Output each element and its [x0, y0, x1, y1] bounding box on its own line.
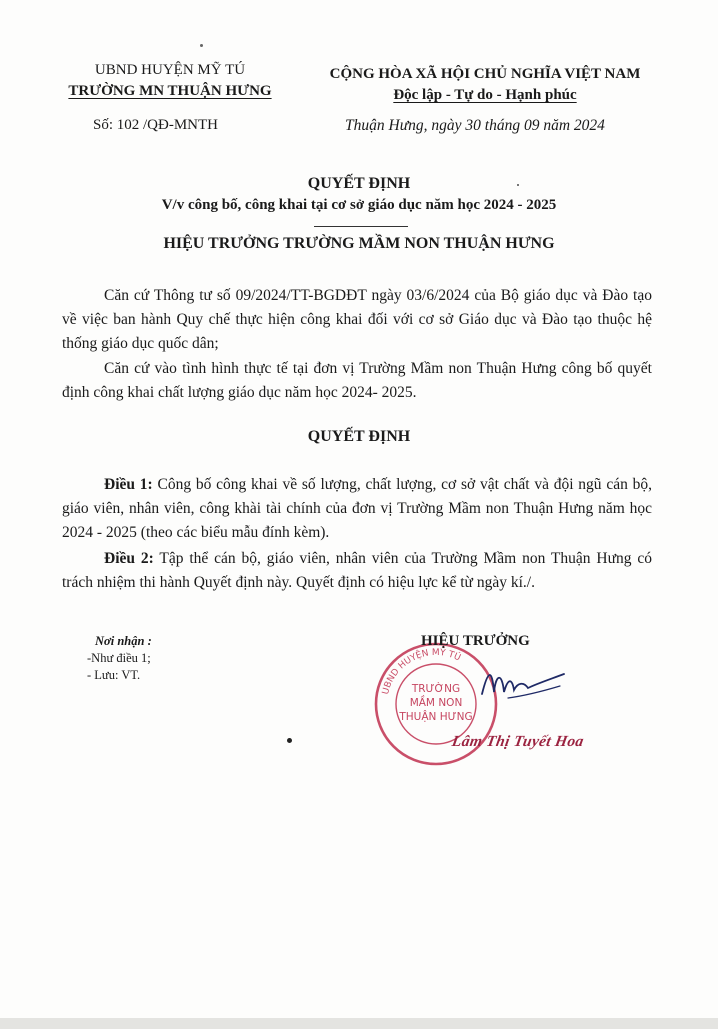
document-number: Số: 102 /QĐ-MNTH	[93, 117, 219, 133]
handwritten-signature	[478, 662, 568, 710]
seal-center-line-3: THUẬN HƯNG	[399, 711, 473, 723]
document-title: QUYẾT ĐỊNH	[307, 175, 411, 192]
signer-name: Lâm Thị Tuyết Hoa	[450, 733, 586, 750]
national-motto	[300, 64, 670, 106]
article-1-text: Công bố công khai về số lượng, chất lượng, cơ sở vật chất và đội ngũ cán bộ, giáo viên, nhân viên, công khài tài chính của đơn vị Trường Mầm non Thuận Hưng năm học 2024 - 2025 (theo các biểu mẫu đính kèm).	[62, 476, 652, 541]
authority-line-2: TRƯỜNG MN THUẬN HƯNG	[68, 83, 272, 99]
seal-ring-text: UBND HUYỆN MỸ TÚ	[380, 647, 463, 696]
signer-title: HIỆU TRƯỞNG	[421, 633, 530, 649]
recipient-item: -Như điều 1;	[87, 651, 151, 665]
decision-heading: QUYẾT ĐỊNH	[307, 428, 411, 445]
country-name: CỘNG HÒA XÃ HỘI CHỦ NGHĨA VIỆT NAM	[329, 66, 641, 82]
recipients-block	[87, 633, 152, 684]
article-2-label: Điều 2:	[104, 550, 154, 567]
page-bottom-edge	[0, 1018, 718, 1029]
issuing-authority	[60, 60, 280, 102]
article-1-label: Điều 1:	[104, 476, 153, 493]
title-divider	[314, 226, 408, 227]
stray-mark	[517, 184, 519, 186]
preamble-paragraph-1: Căn cứ Thông tư số 09/2024/TT-BGDĐT ngày 03/6/2024 của Bộ giáo dục và Đào tạo về việc ban hành Quy chế thực hiện công khai đối với cơ sở Giáo dục và Đào tạo thuộc hệ thống giáo dục quốc dân;	[62, 287, 652, 352]
recipients-heading: Nơi nhận :	[95, 634, 152, 648]
place-and-date: Thuận Hưng, ngày 30 tháng 09 năm 2024	[345, 117, 605, 134]
document-subject: V/v công bố, công khai tại cơ sở giáo dục năm học 2024 - 2025	[161, 197, 557, 213]
seal-center-line-1: TRƯỜNG	[411, 683, 461, 695]
stray-mark	[200, 44, 203, 47]
preamble-paragraph-2: Căn cứ vào tình hình thực tế tại đơn vị Trường Mầm non Thuận Hưng công bố quyết định công khai chất lượng giáo dục năm học 2024- 2025.	[62, 360, 652, 401]
authority-line-1: UBND HUYỆN MỸ TÚ	[94, 62, 246, 78]
motto: Độc lập - Tự do - Hạnh phúc	[393, 87, 577, 103]
article-1	[62, 473, 652, 545]
decision-authority: HIỆU TRƯỞNG TRƯỜNG MẦM NON THUẬN HƯNG	[163, 235, 555, 252]
recipient-item: - Lưu: VT.	[87, 668, 141, 682]
article-2-text: Tập thể cán bộ, giáo viên, nhân viên của Trường Mầm non Thuận Hưng có trách nhiệm thi hành Quyết định này. Quyết định có hiệu lực kể từ ngày kí./.	[62, 550, 652, 591]
article-2	[62, 547, 652, 595]
stray-mark	[287, 738, 292, 743]
seal-center-line-2: MẦM NON	[409, 697, 463, 709]
